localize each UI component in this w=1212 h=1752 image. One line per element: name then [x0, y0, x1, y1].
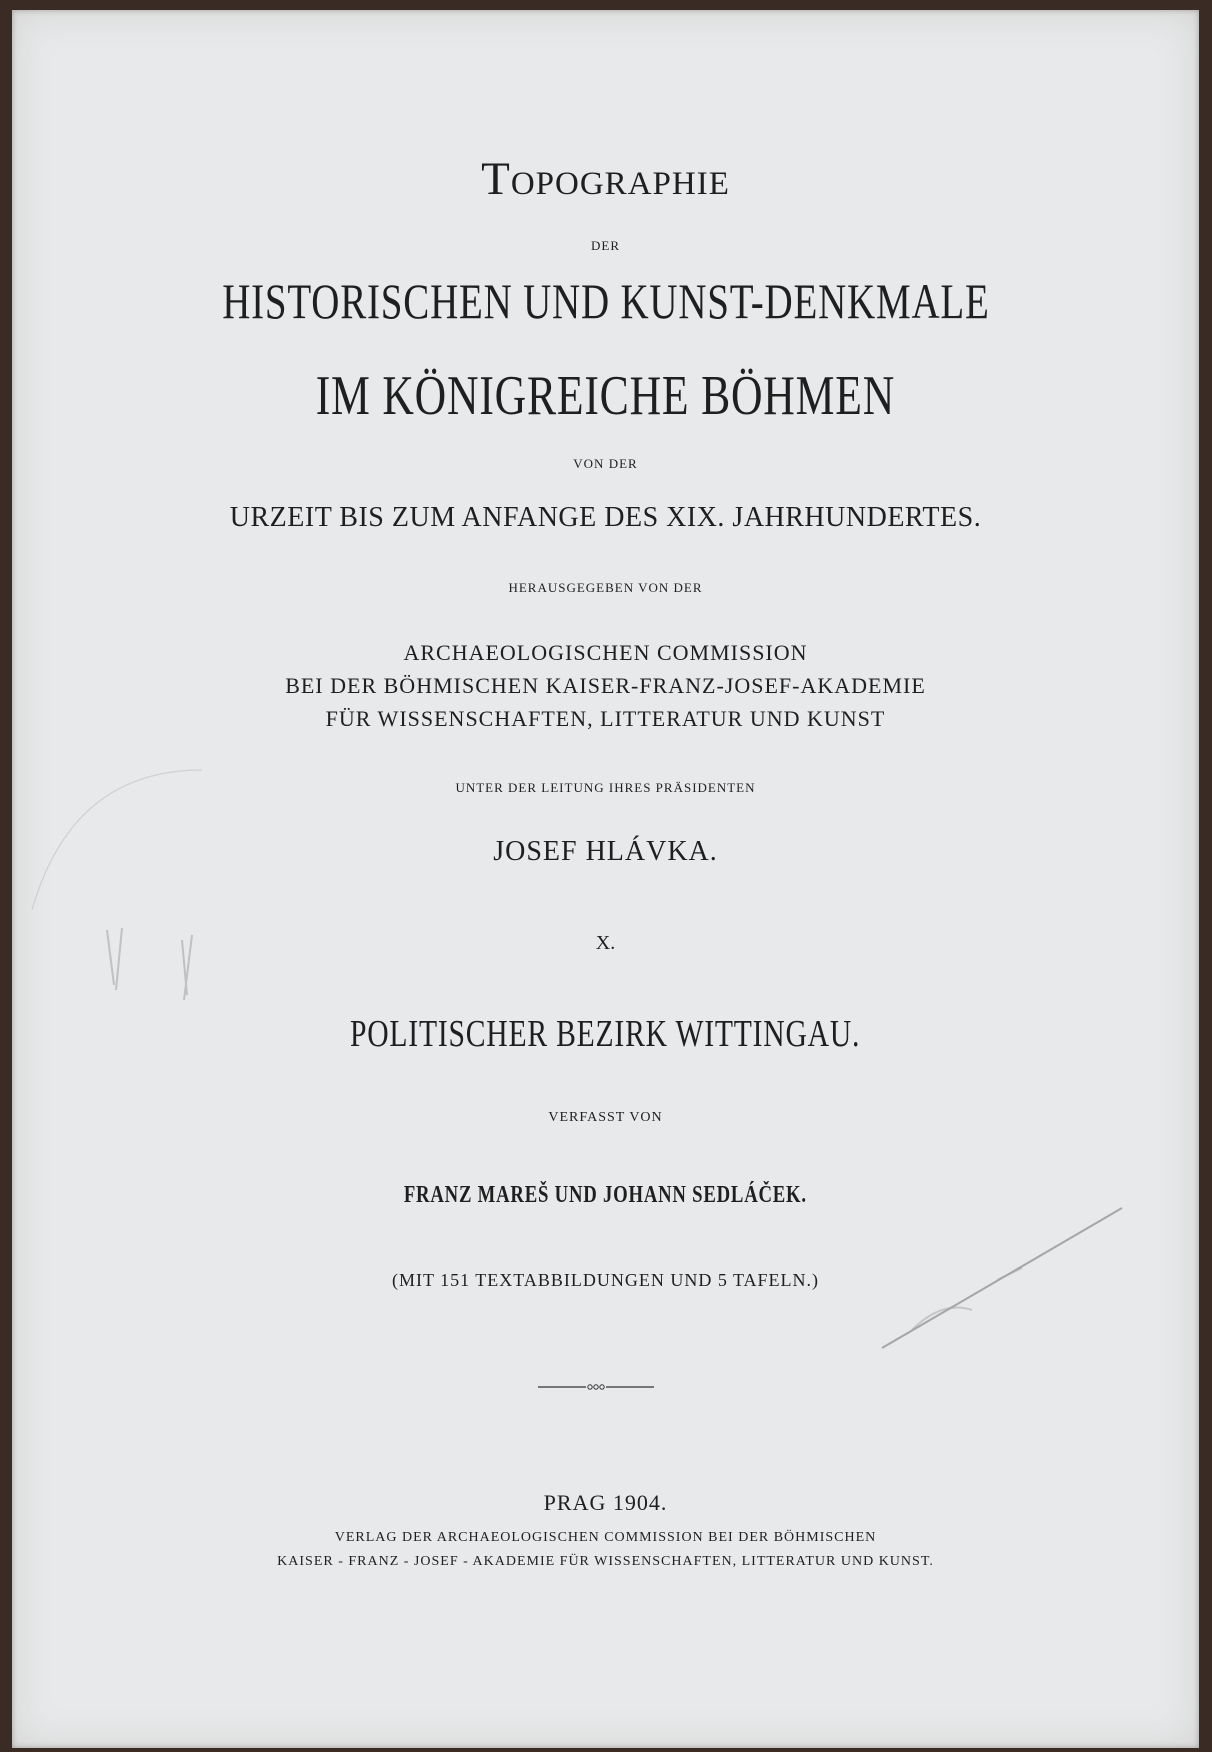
title-connector-von-der: VON DER [573, 456, 638, 471]
title-line-denkmale [12, 272, 1199, 330]
title-line-boehmen-text: IM KÖNIGREICHE BÖHMEN [315, 365, 896, 427]
volume-number: X. [595, 932, 616, 954]
authored-by-label: VERFASST VON [548, 1110, 663, 1125]
title-line-boehmen [12, 364, 1199, 428]
ornamental-divider [538, 1382, 654, 1392]
leadership-label: UNTER DER LEITUNG IHRES PRÄSIDENTEN [455, 780, 756, 795]
district-title [12, 1012, 1199, 1056]
title-line-denkmale-text: HISTORISCHEN UND KUNST-DENKMALE [221, 273, 990, 329]
authors [12, 1182, 1199, 1209]
commission-line-3: FÜR WISSENSCHAFTEN, LITTERATUR UND KUNST [325, 706, 886, 731]
title-connector-der: DER [591, 238, 620, 253]
district-title-text: POLITISCHER BEZIRK WITTINGAU. [350, 1013, 861, 1055]
book-title: Topographie [481, 153, 730, 205]
edited-by-label: HERAUSGEGEBEN VON DER [508, 580, 703, 595]
imprint-line-2: KAISER - FRANZ - JOSEF - AKADEMIE FÜR WISSENSCHAFTEN, LITTERATUR UND KUNST. [277, 1554, 934, 1569]
president-name: JOSEF HLÁVKA. [493, 836, 718, 867]
commission-line-2: BEI DER BÖHMISCHEN KAISER-FRANZ-JOSEF-AKADEMIE [285, 673, 926, 698]
title-period: URZEIT BIS ZUM ANFANGE DES XIX. JAHRHUNDERTES. [229, 502, 982, 533]
imprint-line-1: VERLAG DER ARCHAEOLOGISCHEN COMMISSION BEI DER BÖHMISCHEN [334, 1530, 877, 1545]
commission-line-1: ARCHAEOLOGISCHEN COMMISSION [403, 640, 808, 665]
illustrations-note: (MIT 151 TEXTABBILDUNGEN UND 5 TAFELN.) [391, 1270, 820, 1290]
place-and-year: PRAG 1904. [543, 1490, 668, 1515]
title-page [12, 10, 1199, 1748]
pencil-marks [12, 10, 1199, 1748]
authors-text: FRANZ MAREŠ UND JOHANN SEDLÁČEK. [403, 1182, 808, 1208]
